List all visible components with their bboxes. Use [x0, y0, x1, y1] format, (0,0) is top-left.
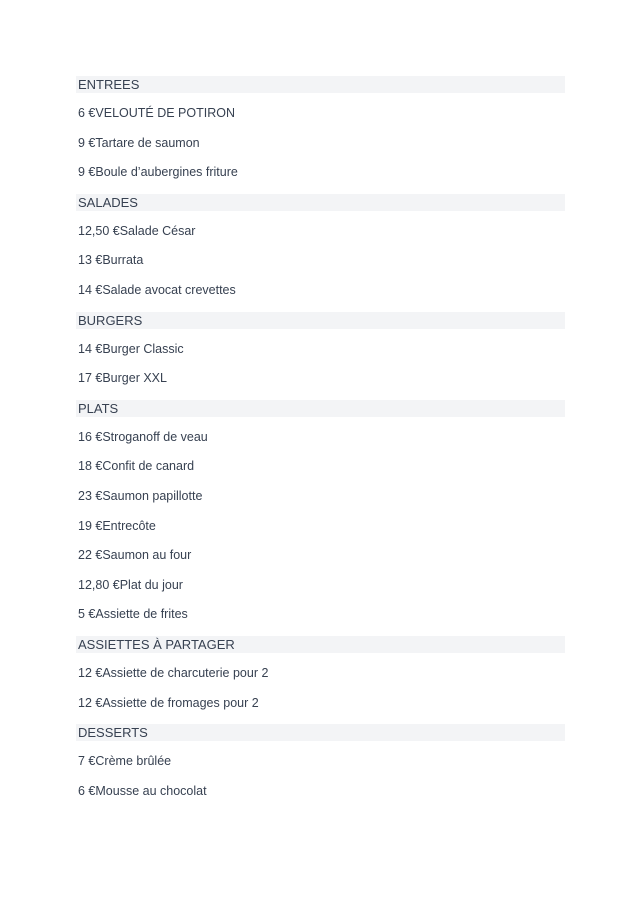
menu-item [76, 370, 565, 387]
item-name: Saumon au four [102, 548, 192, 563]
section-assiettes-a-partager [76, 636, 565, 712]
menu-item [76, 547, 565, 564]
item-price: 16 € [78, 429, 103, 444]
item-name: Salade César [119, 223, 196, 238]
item-name: Mousse au chocolat [95, 783, 207, 798]
item-name: Crème brûlée [95, 754, 172, 769]
item-price: 7 € [78, 754, 96, 769]
section-title: BURGERS [76, 312, 565, 329]
menu-item [76, 164, 565, 181]
menu-item [76, 695, 565, 712]
menu-item [76, 665, 565, 682]
item-price: 5 € [78, 607, 96, 622]
section-title: DESSERTS [76, 724, 565, 741]
menu [76, 76, 565, 812]
item-name: Salade avocat crevettes [102, 282, 236, 297]
item-name: Burger Classic [102, 341, 184, 356]
item-price: 9 € [78, 165, 96, 180]
item-price: 19 € [78, 518, 103, 533]
section-salades [76, 194, 565, 299]
section-desserts [76, 724, 565, 800]
item-name: Stroganoff de veau [102, 429, 208, 444]
item-price: 6 € [78, 106, 96, 120]
item-price: 14 € [78, 341, 103, 356]
menu-item [76, 341, 565, 358]
item-price: 6 € [78, 783, 96, 798]
item-price: 12,80 € [78, 577, 120, 592]
item-name: Burrata [102, 253, 144, 268]
item-price: 14 € [78, 282, 103, 297]
item-name: Assiette de fromages pour 2 [102, 695, 259, 710]
item-name: Tartare de saumon [95, 135, 200, 150]
menu-item [76, 223, 565, 240]
menu-item [76, 577, 565, 594]
section-plats [76, 400, 565, 624]
item-name: Burger XXL [102, 371, 167, 386]
section-title: SALADES [76, 194, 565, 211]
item-name: Confit de canard [102, 459, 195, 474]
item-price: 12,50 € [78, 223, 120, 238]
section-burgers [76, 312, 565, 388]
item-name: Saumon papillotte [102, 488, 203, 503]
menu-item [76, 753, 565, 770]
item-name: Plat du jour [119, 577, 183, 592]
item-name: Entrecôte [102, 518, 156, 533]
menu-item [76, 135, 565, 152]
menu-item [76, 252, 565, 269]
item-price: 22 € [78, 548, 103, 563]
item-name: Assiette de frites [95, 607, 188, 622]
item-price: 9 € [78, 135, 96, 150]
item-price: 13 € [78, 253, 103, 268]
section-title: PLATS [76, 400, 565, 417]
item-price: 12 € [78, 665, 103, 680]
item-price: 12 € [78, 695, 103, 710]
item-name: Boule d’aubergines friture [95, 165, 238, 180]
menu-item [76, 458, 565, 475]
item-name: VELOUTÉ DE POTIRON [95, 106, 235, 120]
menu-item [76, 606, 565, 623]
menu-item [76, 282, 565, 299]
menu-item [76, 488, 565, 505]
item-price: 23 € [78, 488, 103, 503]
menu-item [76, 105, 565, 122]
item-price: 18 € [78, 459, 103, 474]
item-name: Assiette de charcuterie pour 2 [102, 665, 269, 680]
item-price: 17 € [78, 371, 103, 386]
section-title: ASSIETTES À PARTAGER [76, 636, 565, 653]
menu-item [76, 429, 565, 446]
section-entrees [76, 76, 565, 181]
menu-item [76, 783, 565, 800]
section-title: ENTREES [76, 76, 565, 93]
menu-item [76, 518, 565, 535]
